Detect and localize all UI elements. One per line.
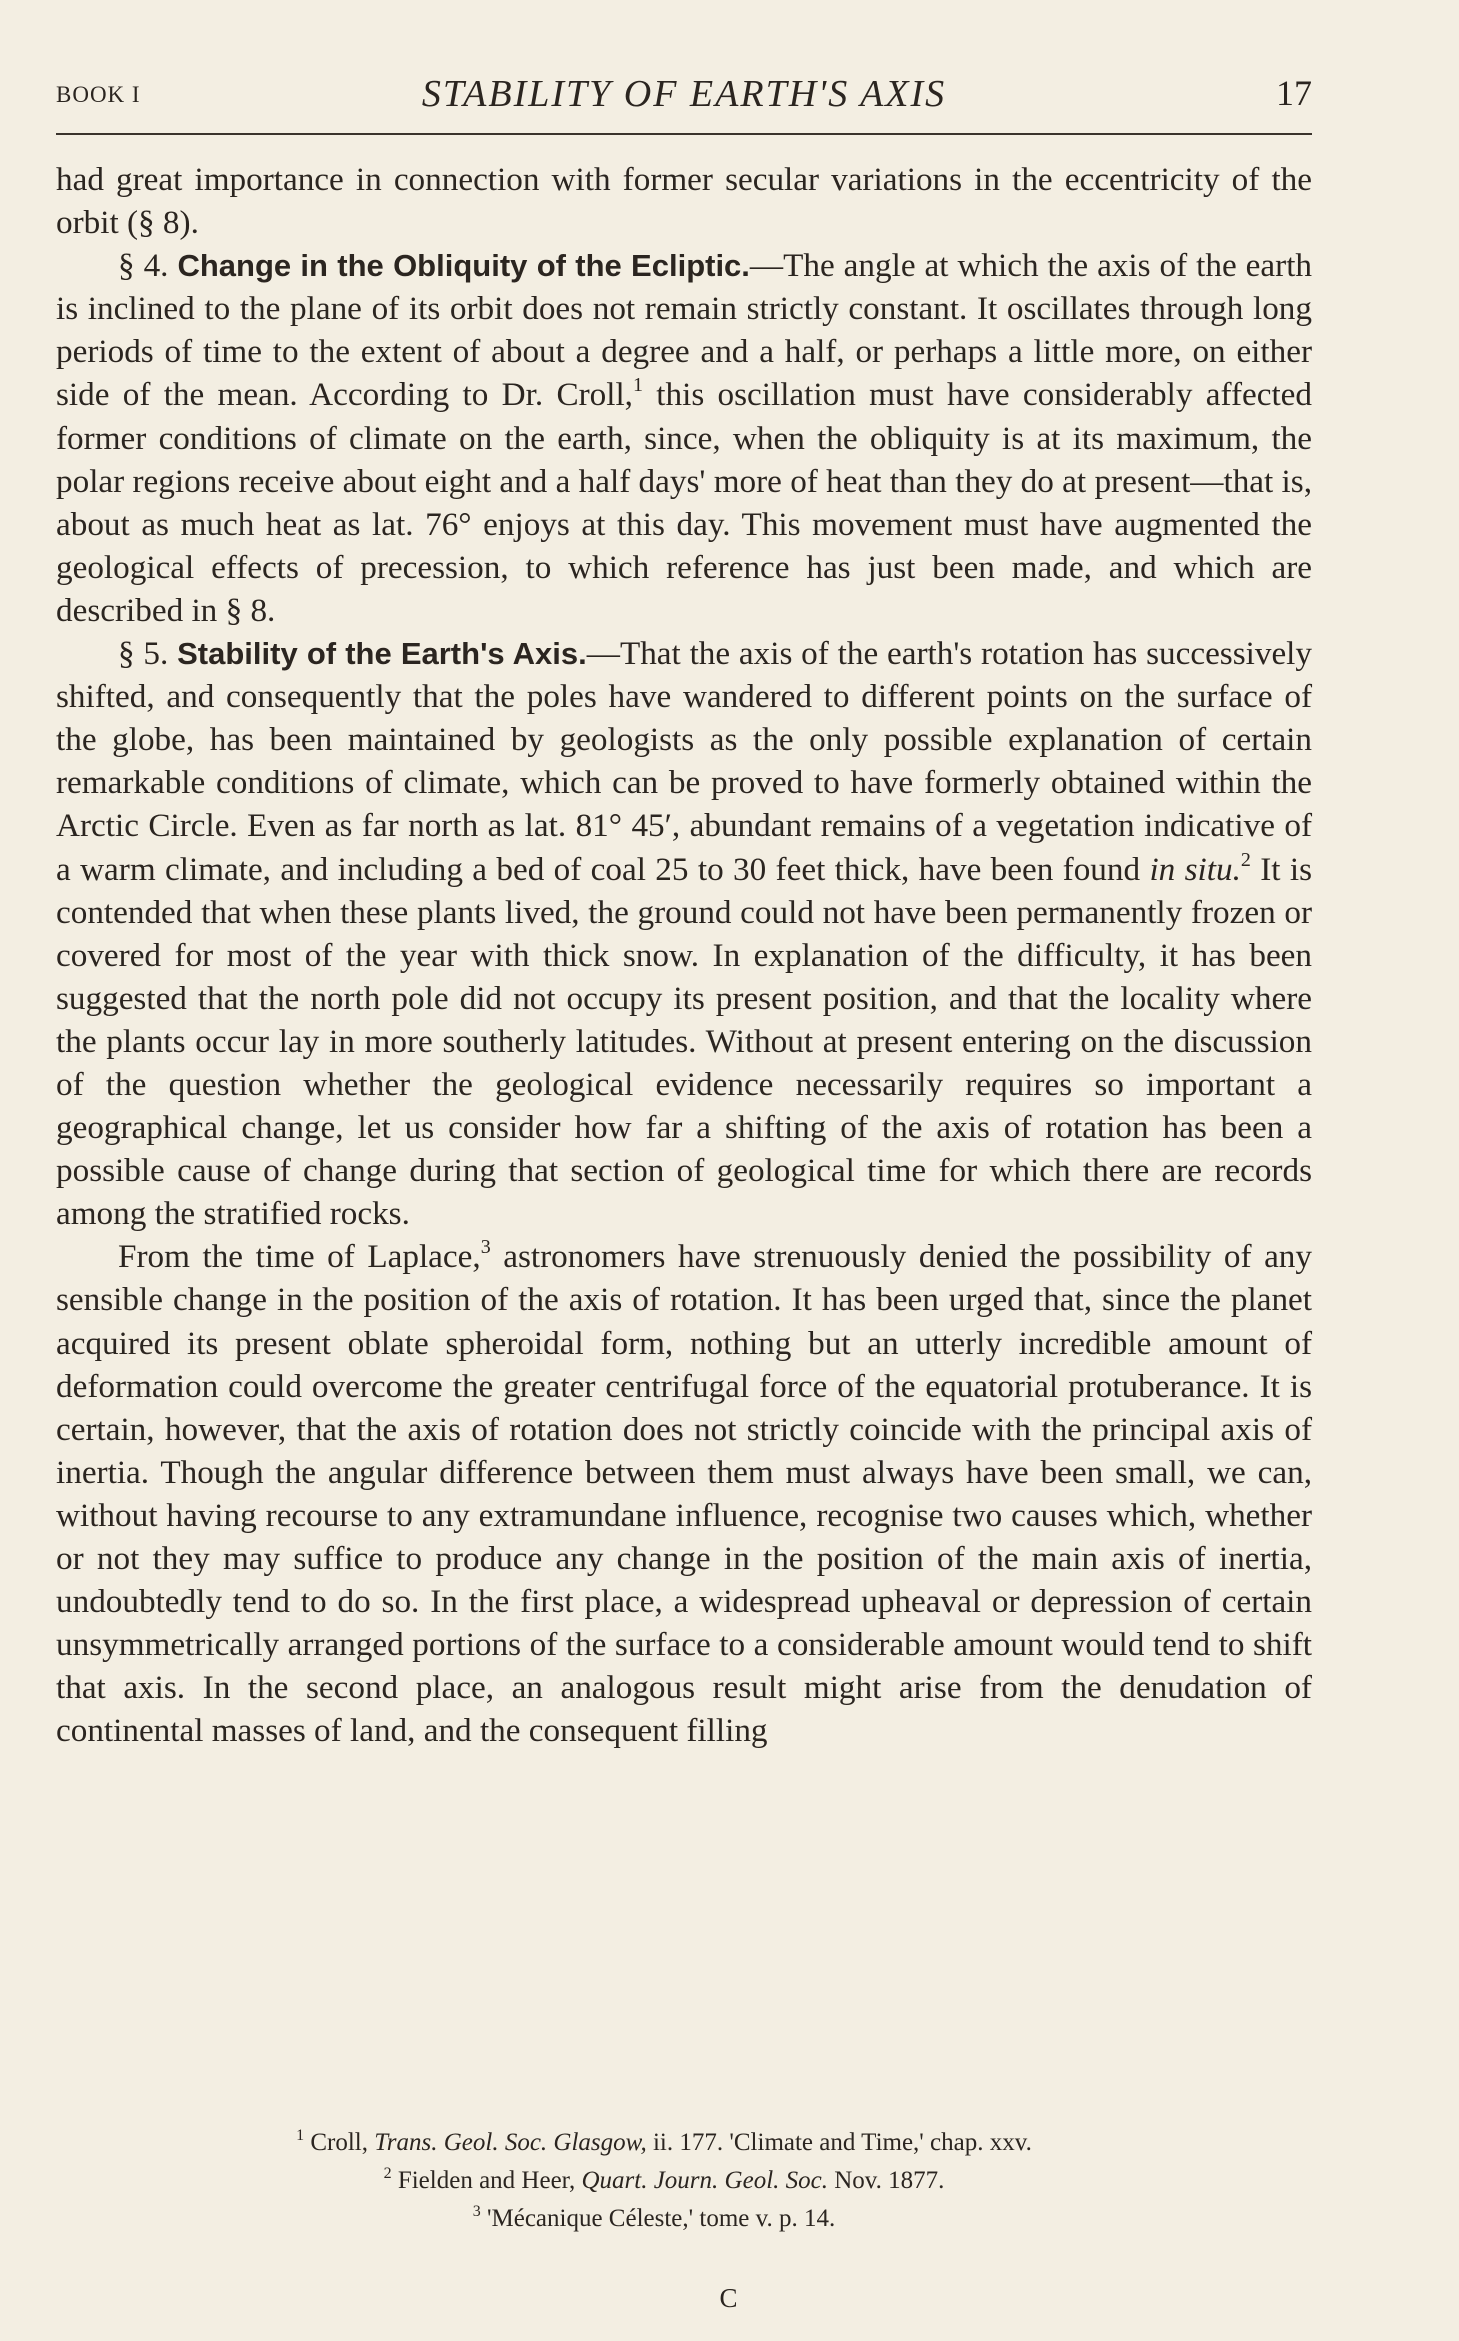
header-rule	[56, 133, 1312, 135]
footnote-source: Quart. Journ. Geol. Soc.	[581, 2167, 828, 2194]
section-number: § 4.	[118, 247, 169, 285]
footnote-source: Trans. Geol. Soc. Glasgow,	[374, 2129, 647, 2156]
body-text	[56, 158, 1312, 1752]
signature-mark: C	[719, 2283, 740, 2313]
footnote-mark: 3	[472, 2203, 481, 2220]
footnote-details: ii. 177. 'Climate and Time,' chap. xxv.	[646, 2129, 1032, 2156]
paragraph-stability	[56, 632, 1312, 1235]
footnote	[56, 2162, 1312, 2200]
paragraph-text: had great importance in connection with former secular variations in the eccentricity of the orbit (§ 8).	[56, 161, 1312, 242]
paragraph-text: —The angle at which the axis of the earth is inclined to the plane of its orbit does not remain strictly constant. It oscillates through long periods of time to the extent of about a degree and a half, or perhaps a little more, on either side of the mean. According to Dr. Croll,	[56, 247, 1313, 414]
footnote	[56, 2124, 1312, 2162]
footnote-author: Fielden and Heer,	[397, 2167, 582, 2194]
footnote-ref: 3	[480, 1236, 491, 1259]
footnote-ref: 2	[1240, 848, 1251, 871]
footnote-text: 'Mécanique Céleste,' tome v. p. 14.	[486, 2205, 836, 2232]
page-title: STABILITY OF EARTH'S AXIS	[421, 73, 947, 115]
paragraph-text: —That the axis of the earth's rotation has successively shifted, and consequently that the poles have wandered to different points on the surface of the globe, has been maintained by geologists as the only possible explanation of certain remarkable conditions of climate, which can be proved to have formerly obtained within the Arctic Circle. Even as far north as lat. 81° 45′, abundant remains of a vegetation indicative of a warm climate, and including a bed of coal 25 to 30 feet thick, have been found	[56, 635, 1312, 888]
paragraph-obliquity	[56, 244, 1312, 632]
footnote-ref: 1	[632, 374, 643, 397]
running-head	[56, 68, 1312, 128]
paragraph-continuation	[56, 158, 1312, 244]
footnote	[56, 2200, 1312, 2238]
section-heading: Stability of the Earth's Axis.	[177, 636, 587, 672]
section-number: § 5.	[118, 635, 169, 673]
footnote-author: Croll,	[310, 2129, 375, 2156]
paragraph-laplace	[56, 1235, 1312, 1752]
paragraph-text: From the time of Laplace,	[118, 1238, 481, 1276]
footnote-mark: 1	[296, 2127, 305, 2144]
book-label: BOOK I	[56, 82, 141, 107]
paragraph-text: this oscillation must have considerably affected former conditions of climate on the earth, since, when the obliquity is at its maximum, the polar regions receive about eight and a half days' more of heat than they do at present—that is, about as much heat as lat. 76° enjoys at this day. This movement must have augmented the geological effects of precession, to which reference has just been made, and which are described in § 8.	[56, 376, 1312, 629]
footnotes	[56, 2124, 1312, 2238]
paragraph-text: astronomers have strenuously denied the possibility of any sensible change in the position of the axis of rotation. It has been urged that, since the planet acquired its present oblate spheroidal form, nothing but an utterly incredible amount of deformation could overcome the greater centrifugal force of the equatorial protuberance. It is certain, however, that the axis of rotation does not strictly coincide with the principal axis of inertia. Though the angular difference between them must always have been small, we can, without having recourse to any extramundane influence, recognise two causes which, whether or not they may suffice to produce any change in the position of the main axis of inertia, undoubtedly tend to do so. In the first place, a widespread upheaval or depression of certain unsymmetrically arranged portions of the surface to a considerable amount would tend to shift that axis. In the second place, an analogous result might arise from the denudation of continental masses of land, and the consequent filling	[56, 1238, 1312, 1750]
section-heading: Change in the Obliquity of the Ecliptic.	[177, 248, 750, 284]
italic-term: in situ.	[1149, 850, 1241, 888]
paragraph-text: It is contended that when these plants lived, the ground could not have been permanently frozen or covered for most of the year with thick snow. In explanation of the difficulty, it has been suggested that the north pole did not occupy its present position, and that the locality where the plants occur lay in more southerly latitudes. Without at present entering on the discussion of the question whether the geological evidence necessarily requires so important a geographical change, let us consider how far a shifting of the axis of rotation has been a possible cause of change during that section of geological time for which there are records among the stratified rocks.	[56, 850, 1312, 1233]
footnote-mark: 2	[383, 2165, 392, 2182]
page-number: 17	[1276, 73, 1312, 113]
footnote-details: Nov. 1877.	[827, 2167, 945, 2194]
